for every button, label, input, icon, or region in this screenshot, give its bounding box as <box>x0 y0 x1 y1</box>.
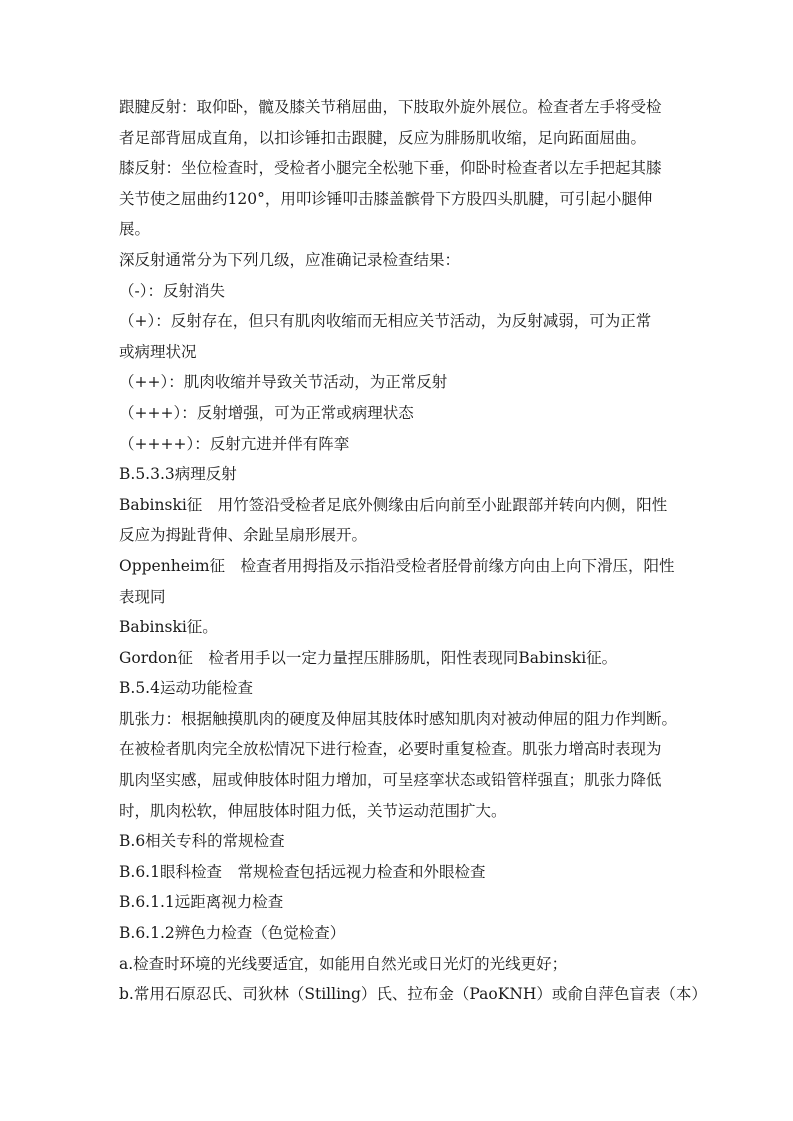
text-line: 展。 <box>119 220 151 239</box>
text-line: 在被检者肌肉完全放松情况下进行检查，必要时重复检查。肌张力增高时表现为 <box>119 740 662 759</box>
text-line: 膝反射：坐位检查时，受检者小腿完全松驰下垂，仰卧时检查者以左手把起其膝 <box>119 159 662 178</box>
text-line: 或病理状况 <box>119 342 197 361</box>
text-line: （-）：反射消失 <box>119 281 225 300</box>
text-line: 肌张力：根据触摸肌肉的硬度及伸屈其肢体时感知肌肉对被动伸屈的阻力作判断。 <box>119 709 678 728</box>
text-line: （++）：肌肉收缩并导致关节活动，为正常反射 <box>119 373 448 392</box>
section-heading: B.5.3.3病理反射 <box>119 465 237 484</box>
text-line: 时，肌肉松软，伸屈肢体时阻力低，关节运动范围扩大。 <box>119 801 507 820</box>
text-line: 表现同 <box>119 587 166 606</box>
text-line: Oppenheim征 检查者用拇指及示指沿受检者胫骨前缘方向由上向下滑压，阳性 <box>119 556 675 575</box>
section-heading: B.6.1.1远距离视力检查 <box>119 893 284 912</box>
text-line: 反应为拇趾背伸、余趾呈扇形展开。 <box>119 526 368 545</box>
text-line: a.检查时环境的光线要适宜，如能用自然光或日光灯的光线更好； <box>119 954 568 973</box>
text-line: 者足部背屈成直角，以扣诊锤扣击跟腱，反应为腓肠肌收缩，足向跖面屈曲。 <box>119 128 647 147</box>
section-heading: B.6相关专科的常规检查 <box>119 832 285 851</box>
section-heading: B.6.1.2辨色力检查（色觉检查） <box>119 924 346 943</box>
text-line: （+++）：反射增强，可为正常或病理状态 <box>119 403 414 422</box>
text-line: Babinski征。 <box>119 618 218 637</box>
section-heading: B.6.1眼科检查 常规检查包括远视力检查和外眼检查 <box>119 862 486 881</box>
text-line: 深反射通常分为下列几级，应准确记录检查结果： <box>119 250 461 269</box>
text-line: Gordon征 检者用手以一定力量捏压腓肠肌，阳性表现同Babinski征。 <box>119 648 618 667</box>
text-line: 跟腱反射：取仰卧，髋及膝关节稍屈曲，下肢取外旋外展位。检查者左手将受检 <box>119 98 662 116</box>
text-line: 关节使之屈曲约120°，用叩诊锤叩击膝盖髌骨下方股四头肌腱，可引起小腿伸 <box>119 189 653 208</box>
text-line: Babinski征 用竹签沿受检者足底外侧缘由后向前至小趾跟部并转向内侧，阳性 <box>119 495 668 514</box>
text-line: （++++）：反射亢进并伴有阵挛 <box>119 434 350 453</box>
text-line: 肌肉坚实感，屈或伸肢体时阻力增加，可呈痉挛状态或铅管样强直；肌张力降低 <box>119 771 662 790</box>
text-line: （+）：反射存在，但只有肌肉收缩而无相应关节活动，为反射减弱，可为正常 <box>119 312 652 331</box>
document-page <box>119 92 707 1010</box>
text-line: b.常用石原忍氏、司狄林（Stilling）氏、拉布金（PaoKNH）或俞自萍色盲表（本） <box>119 985 707 1004</box>
section-heading: B.5.4运动功能检查 <box>119 679 253 698</box>
